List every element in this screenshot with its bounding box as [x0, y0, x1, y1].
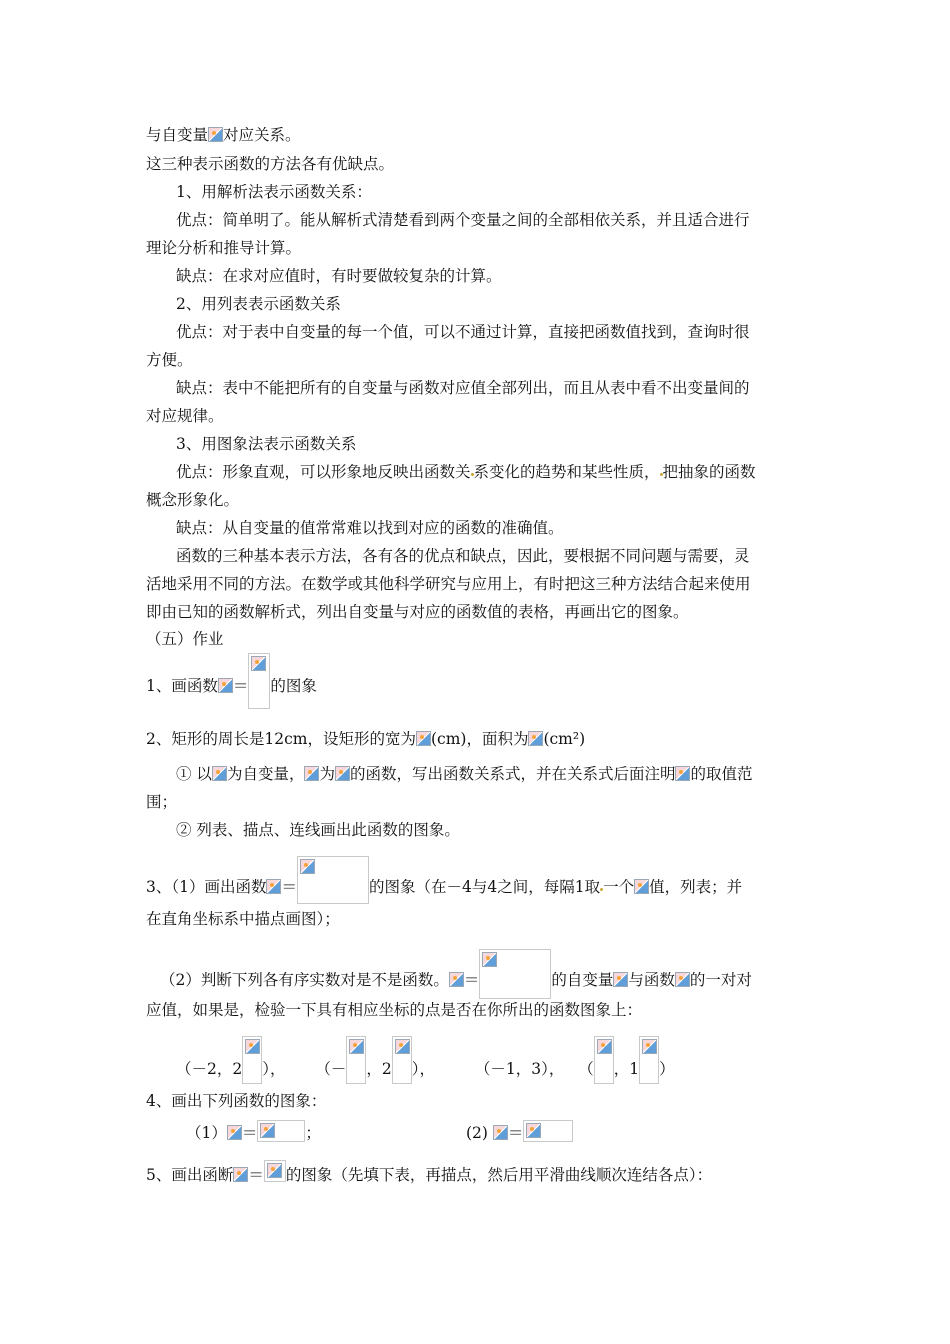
text: 为自变量， [226, 765, 305, 783]
homework-q2 [146, 728, 585, 750]
formula-image-icon [526, 1123, 541, 1138]
text: (cm)，面积为 [430, 730, 529, 748]
text: ，2 [366, 1060, 392, 1078]
text: 对应关系。 [223, 126, 301, 144]
formula-image-icon [416, 731, 431, 746]
text: （－2，2 [176, 1060, 243, 1078]
homework-q4-part1 [186, 1120, 321, 1144]
text-line: 优点：对于表中自变量的每一个值，可以不通过计算，直接把函数值找到，查询时很 [176, 323, 750, 341]
coordinate-pairs-row [176, 1026, 675, 1078]
formula-image-icon [266, 879, 281, 894]
text: 5、画出函断 [146, 1166, 234, 1184]
formula-image-icon [482, 952, 497, 967]
text: ＝ [241, 1124, 258, 1142]
fraction-image-box [392, 1036, 412, 1084]
text: （－ [315, 1060, 347, 1078]
text-line [176, 461, 756, 483]
homework-q5 [146, 1160, 712, 1186]
homework-q4-part2 [466, 1120, 573, 1144]
section-heading: 2、用列表表示函数关系 [176, 295, 341, 313]
text: ）， [262, 1060, 286, 1078]
text: 2、矩形的周长是12cm，设矩形的宽为 [146, 730, 416, 748]
formula-image-icon [260, 1123, 275, 1138]
section-heading: 1、用解析法表示函数关系： [176, 183, 372, 201]
formula-image-icon [245, 1039, 260, 1054]
text-line: 缺点：从自变量的值常常难以找到对应的函数的准确值。 [176, 519, 564, 537]
formula-image-icon [251, 656, 266, 671]
text-line: 方便。 [146, 351, 193, 369]
formula-image-icon [449, 972, 464, 987]
text-line: 函数的三种基本表示方法，各有各的优点和缺点，因此，要根据不同问题与需要，灵 [176, 547, 750, 565]
text: ① 以 [176, 765, 212, 783]
homework-q4: 4、画出下列函数的图象： [146, 1092, 327, 1110]
text: 优点：形象直观，可以形象地反映出函数关 [176, 463, 471, 481]
text: （1） [186, 1124, 227, 1142]
formula-image-icon [349, 1039, 364, 1054]
formula-image-box [479, 949, 551, 999]
text: 的一对对 [689, 971, 752, 989]
fraction-image-box [248, 653, 270, 709]
text-line: 缺点：表中不能把所有的自变量与函数对应值全部列出，而且从表中看不出变量间的 [176, 379, 750, 397]
formula-image-icon [597, 1039, 612, 1054]
text: 的图象（在－4与4之间，每隔1取 [369, 878, 601, 896]
text: (2) [466, 1124, 488, 1142]
text: 的自变量 [551, 971, 614, 989]
formula-image-icon [395, 1039, 410, 1054]
text: (cm²) [543, 730, 586, 748]
formula-image-icon [208, 127, 223, 142]
homework-q3 [146, 847, 742, 899]
text-line: 应值，如果是，检验一下具有相应坐标的点是否在你所出的函数图象上： [146, 1001, 643, 1019]
text: 与函数 [628, 971, 675, 989]
fraction-image-box [346, 1036, 366, 1084]
homework-heading: （五）作业 [146, 630, 224, 648]
formula-image-icon [613, 972, 628, 987]
text: 与自变量 [146, 126, 209, 144]
formula-image-icon [233, 1167, 248, 1182]
text: ）， [411, 1060, 436, 1078]
fraction-image-box [639, 1036, 659, 1084]
text: 一个 [603, 878, 635, 896]
text: ，1 [613, 1060, 640, 1078]
text: 的图象（先填下表，再描点，然后用平滑曲线顺次连结各点）： [285, 1166, 713, 1184]
text: 的取值范 [690, 765, 753, 783]
text: （－1，3）， [474, 1060, 565, 1078]
text-line: 这三种表示函数的方法各有优缺点。 [146, 155, 395, 173]
text: （ [578, 1060, 594, 1078]
formula-image-box [264, 1160, 286, 1182]
section-heading: 3、用图象法表示函数关系 [176, 435, 357, 453]
text-line: 在直角坐标系中描点画图）； [146, 910, 340, 928]
text: 3、（1）画出函数 [146, 878, 267, 896]
text: ＝ [281, 878, 297, 896]
formula-image-icon [493, 1125, 508, 1140]
text: 系变化的趋势和某些性质， [473, 463, 660, 481]
text-line: 优点：简单明了。能从解析式清楚看到两个变量之间的全部相依关系，并且适合进行 [176, 211, 750, 229]
formula-image-box [257, 1120, 305, 1142]
text: ＝ [232, 677, 249, 695]
text: ） [659, 1060, 675, 1078]
text: 把抽象的函数 [662, 463, 756, 481]
formula-image-icon [300, 859, 315, 874]
text: ； [305, 1124, 321, 1142]
formula-image-icon [335, 766, 350, 781]
formula-image-box [523, 1120, 573, 1142]
homework-q3-part2 [160, 937, 752, 991]
text: 的函数，写出函数关系式，并在关系式后面注明 [349, 765, 676, 783]
text-line: 概念形象化。 [146, 491, 240, 509]
formula-image-icon [634, 879, 649, 894]
formula-image-box [297, 856, 369, 904]
text-line: 活地采用不同的方法。在数学或其他科学研究与应用上，有时把这三种方法结合起来使用 [146, 575, 751, 593]
homework-q2-part1 [176, 763, 753, 785]
text: 值，列表；并 [649, 878, 743, 896]
formula-image-icon [528, 731, 543, 746]
text-line: 即由已知的函数解析式，列出自变量与对应的函数值的表格，再画出它的图象。 [146, 603, 689, 621]
formula-image-icon [675, 766, 690, 781]
text: ＝ [463, 971, 480, 989]
formula-image-icon [267, 1163, 282, 1178]
formula-image-icon [212, 766, 227, 781]
text: 的图象 [270, 677, 317, 695]
text: ＝ [248, 1166, 264, 1184]
text-line: 理论分析和推导计算。 [146, 239, 302, 257]
formula-image-icon [304, 766, 319, 781]
formula-image-icon [675, 972, 690, 987]
text: 为 [319, 765, 335, 783]
text: ＝ [507, 1124, 524, 1142]
homework-q1 [146, 653, 317, 715]
text: （2）判断下列各有序实数对是不是函数。 [160, 971, 449, 989]
fraction-image-box [242, 1036, 262, 1084]
formula-image-icon [218, 678, 233, 693]
homework-q2-part2: ② 列表、描点、连线画出此函数的图象。 [176, 821, 460, 839]
fraction-image-box [594, 1036, 614, 1084]
text-line: 围； [146, 793, 178, 811]
text-line: 对应规律。 [146, 407, 224, 425]
text-line: 缺点：在求对应值时，有时要做较复杂的计算。 [176, 267, 502, 285]
text-line [146, 124, 301, 146]
formula-image-icon [227, 1125, 242, 1140]
text: 1、画函数 [146, 677, 218, 695]
formula-image-icon [642, 1039, 657, 1054]
